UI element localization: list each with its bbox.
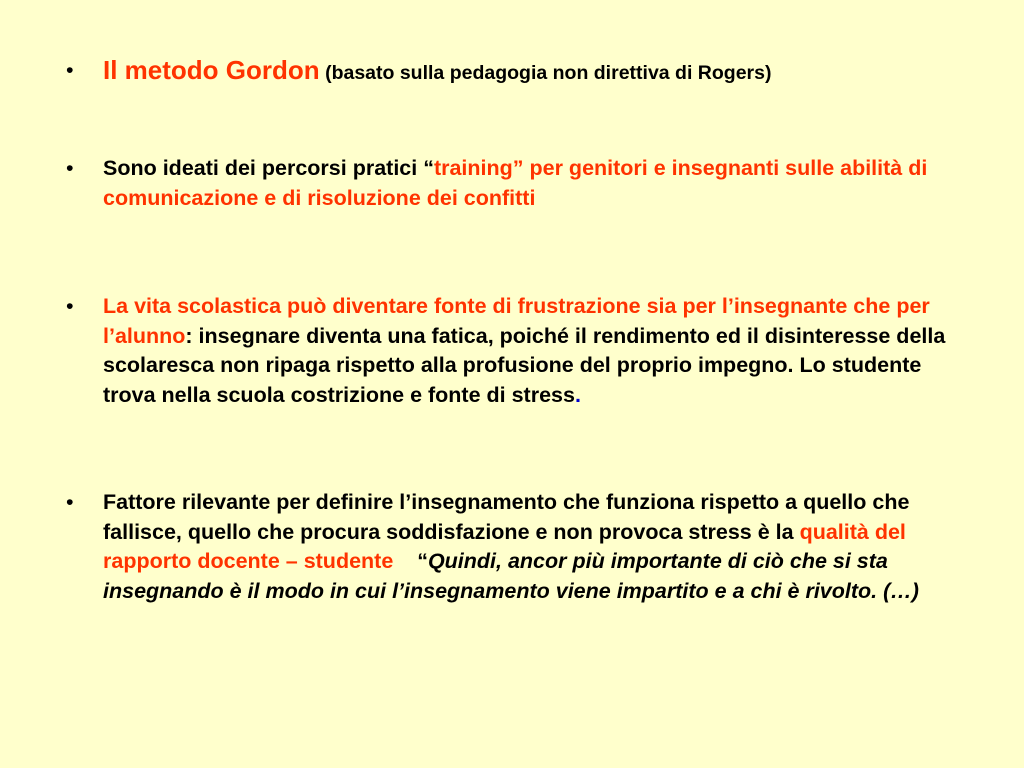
bullet-text-highlight: La vita scolastica può diventare fonte di frustrazione sia per l’insegnante che per l’alunno <box>103 294 930 348</box>
bullet-text <box>103 292 954 410</box>
bullet-text <box>103 488 954 606</box>
bullet-text-highlight: training” per genitori e insegnanti sulle abilità di comunicazione e di risoluzione dei confitti <box>103 156 928 210</box>
bullet-text-body: Fattore rilevante per definire l’insegnamento che funziona rispetto a quello che fallisce, quello che procura soddisfazione e non provoca stress è la <box>103 490 910 544</box>
bullet-text <box>103 154 954 213</box>
bullet-text <box>103 54 954 89</box>
bullet-text-intro: Sono ideati dei percorsi pratici “ <box>103 156 434 180</box>
bullet-fattore-rilevante <box>66 488 954 606</box>
bullet-title: Il metodo Gordon <box>103 55 320 85</box>
bullet-text-highlight: qualità del rapporto docente – studente <box>103 519 906 573</box>
bullet-metodo-gordon <box>66 54 954 89</box>
bullet-quote: Quindi, ancor più importante di ciò che si sta insegnando è il modo in cui l’insegnamento viene impartito e a chi è rivolto. (…) <box>103 549 919 603</box>
bullet-subtitle: (basato sulla pedagogia non direttiva di Rogers) <box>319 62 772 84</box>
bullet-text-body: : insegnare diventa una fatica, poiché il rendimento ed il disinteresse della scolaresca non ripaga rispetto alla profusione del proprio impegno. Lo studente trova nella scuola costrizione e fonte di stress <box>103 323 946 407</box>
bullet-dot: • <box>66 58 74 82</box>
bullet-vita-scolastica <box>66 292 954 410</box>
bullet-dot: • <box>66 156 74 180</box>
bullet-text-period: . <box>574 382 581 407</box>
bullet-percorsi-pratici <box>66 154 954 213</box>
bullet-dot: • <box>66 294 74 318</box>
bullet-quote-open: “ <box>393 549 428 573</box>
bullet-dot: • <box>66 490 74 514</box>
